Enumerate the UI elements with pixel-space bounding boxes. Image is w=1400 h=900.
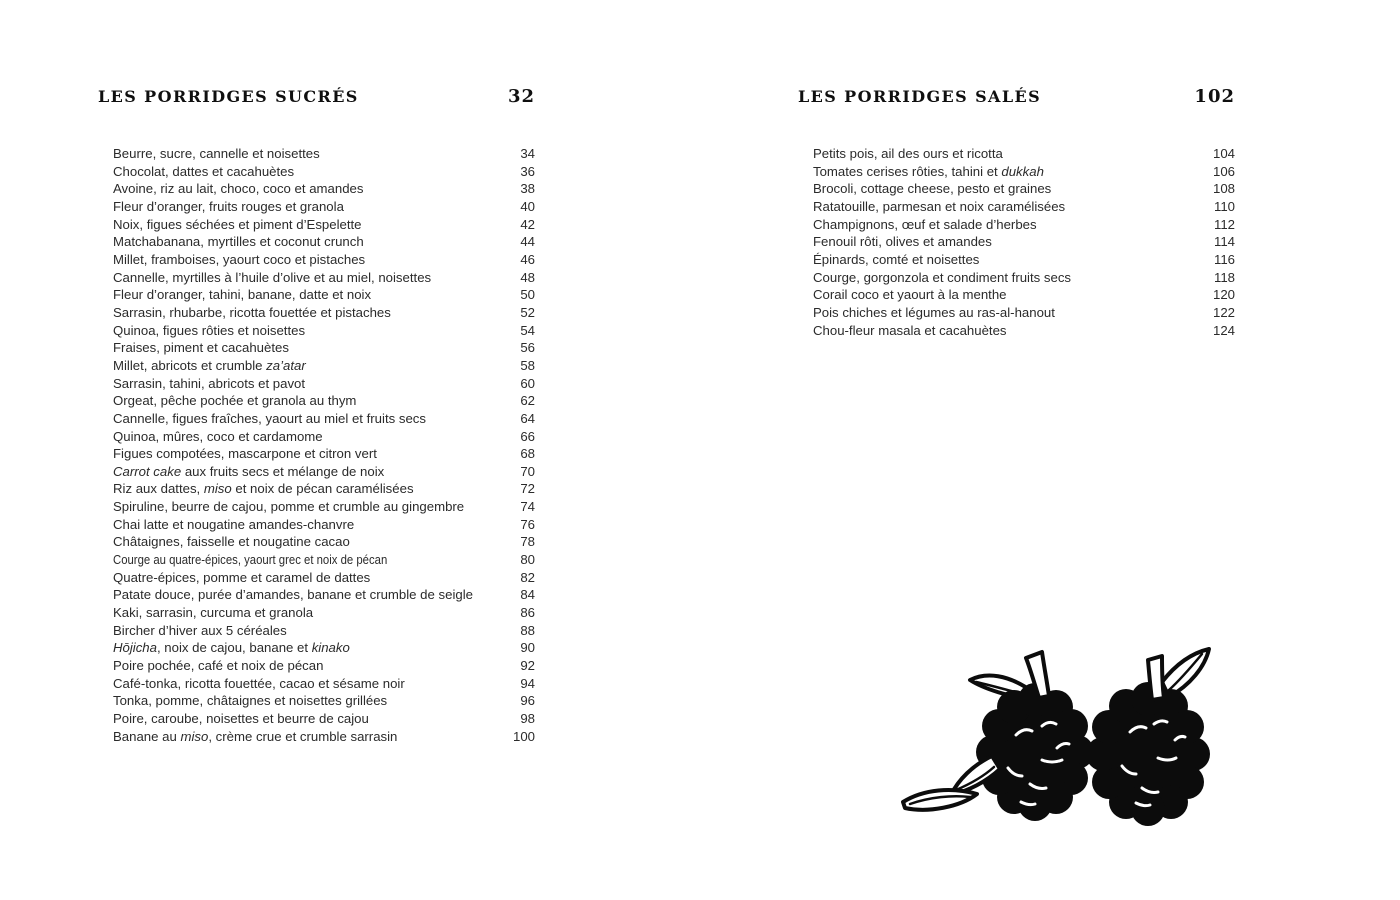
- recipe-page-number: 64: [520, 410, 535, 426]
- toc-entry: [113, 586, 535, 604]
- section-page-number: 102: [1194, 86, 1235, 107]
- recipe-title: Millet, abricots et crumble za’atar: [113, 357, 306, 373]
- recipe-title: Chocolat, dattes et cacahuètes: [113, 163, 295, 179]
- recipe-page-number: 110: [1213, 198, 1235, 214]
- recipe-title: Beurre, sucre, cannelle et noisettes: [113, 146, 320, 161]
- recipe-page-number: 96: [520, 693, 535, 709]
- toc-entry: [113, 392, 535, 410]
- recipe-page-number: 124: [1212, 322, 1235, 338]
- recipe-title: Fleur d’oranger, tahini, banane, datte et noix: [113, 287, 372, 303]
- recipe-title: Quinoa, figues rôties et noisettes: [113, 322, 306, 338]
- recipe-page-number: 106: [1212, 163, 1235, 179]
- toc-entry: [813, 269, 1235, 287]
- recipe-page-number: 72: [520, 481, 535, 497]
- section-header: [98, 86, 535, 107]
- recipe-title: Tomates cerises rôties, tahini et dukkah: [813, 163, 1044, 179]
- recipe-page-number: 40: [520, 198, 535, 214]
- toc-entry: [113, 498, 535, 516]
- section-title: LES PORRIDGES SALÉS: [798, 87, 1042, 106]
- recipe-page-number: 74: [520, 499, 535, 515]
- section-page-number: 32: [507, 86, 535, 107]
- toc-entry: [113, 480, 535, 498]
- toc-entry: [813, 180, 1235, 198]
- recipe-title: Noix, figues séchées et piment d’Espelette: [113, 216, 362, 232]
- recipe-title: Fenouil rôti, olives et amandes: [813, 234, 992, 250]
- recipe-title: Chai latte et nougatine amandes-chanvre: [113, 516, 355, 532]
- blackberries-illustration: [890, 640, 1220, 830]
- recipe-page-number: 86: [520, 605, 535, 621]
- recipe-page-number: 78: [520, 534, 535, 550]
- recipe-title: Quatre-épices, pomme et caramel de dattes: [113, 569, 371, 585]
- toc-entry: [113, 198, 535, 216]
- recipe-page-number: 70: [520, 463, 535, 479]
- toc-entry: [113, 410, 535, 428]
- toc-entry: [813, 163, 1235, 181]
- recipe-title: Châtaignes, faisselle et nougatine cacao: [113, 534, 350, 550]
- recipe-page-number: 68: [520, 446, 535, 462]
- toc-entry: [113, 675, 535, 693]
- toc-entry: [113, 375, 535, 393]
- toc-entry: [113, 533, 535, 551]
- section-header: [798, 86, 1235, 107]
- section-title: LES PORRIDGES SUCRÉS: [98, 87, 359, 106]
- toc-list: [113, 145, 535, 745]
- recipe-page-number: 48: [520, 269, 535, 285]
- toc-entry: [113, 710, 535, 728]
- recipe-title: Kaki, sarrasin, curcuma et granola: [113, 605, 314, 621]
- recipe-title: Carrot cake aux fruits secs et mélange de noix: [113, 463, 385, 479]
- toc-entry: [813, 198, 1235, 216]
- recipe-page-number: 38: [520, 181, 535, 197]
- recipe-page-number: 42: [520, 216, 535, 232]
- recipe-title: Bircher d’hiver aux 5 céréales: [113, 622, 287, 638]
- recipe-title: Sarrasin, rhubarbe, ricotta fouettée et pistaches: [113, 304, 391, 320]
- toc-entry: [113, 322, 535, 340]
- toc-entry: [813, 304, 1235, 322]
- recipe-title: Millet, framboises, yaourt coco et pistaches: [113, 251, 366, 267]
- recipe-page-number: 90: [520, 640, 535, 656]
- toc-entry: [113, 163, 535, 181]
- recipe-page-number: 82: [520, 569, 535, 585]
- recipe-page-number: 44: [520, 234, 535, 250]
- recipe-page-number: 116: [1213, 251, 1235, 267]
- recipe-page-number: 76: [520, 516, 535, 532]
- recipe-title: Brocoli, cottage cheese, pesto et graines: [813, 181, 1052, 197]
- recipe-title: Tonka, pomme, châtaignes et noisettes grillées: [113, 693, 388, 709]
- recipe-page-number: 100: [512, 728, 535, 744]
- recipe-title: Épinards, comté et noisettes: [813, 251, 980, 267]
- toc-entry: [113, 304, 535, 322]
- toc-entry: [113, 639, 535, 657]
- recipe-page-number: 114: [1213, 234, 1235, 250]
- toc-entry: [113, 251, 535, 269]
- toc-entry: [113, 145, 535, 163]
- recipe-title: Avoine, riz au lait, choco, coco et amandes: [113, 181, 364, 197]
- recipe-title: Sarrasin, tahini, abricots et pavot: [113, 375, 306, 391]
- toc-entry: [813, 286, 1235, 304]
- toc-entry: [113, 233, 535, 251]
- toc-list: [813, 145, 1235, 339]
- toc-entry: [813, 216, 1235, 234]
- recipe-page-number: 84: [520, 587, 535, 603]
- recipe-page-number: 122: [1212, 304, 1235, 320]
- recipe-page-number: 54: [520, 322, 535, 338]
- toc-entry: [113, 428, 535, 446]
- toc-entry: [813, 322, 1235, 340]
- recipe-page-number: 56: [520, 340, 535, 356]
- recipe-page-number: 50: [520, 287, 535, 303]
- recipe-title: Spiruline, beurre de cajou, pomme et crumble au gingembre: [113, 499, 465, 515]
- recipe-page-number: 92: [520, 658, 535, 674]
- toc-entry: [113, 692, 535, 710]
- toc-column-savory: [798, 86, 1235, 339]
- toc-entry: [113, 357, 535, 375]
- toc-entry: [113, 516, 535, 534]
- recipe-title: Poire, caroube, noisettes et beurre de cajou: [113, 711, 369, 726]
- recipe-title: Courge, gorgonzola et condiment fruits secs: [813, 269, 1072, 285]
- recipe-title: Quinoa, mûres, coco et cardamome: [113, 428, 323, 444]
- toc-entry: [113, 569, 535, 587]
- recipe-title: Poire pochée, café et noix de pécan: [113, 658, 324, 674]
- recipe-title: Chou-fleur masala et cacahuètes: [813, 322, 1007, 338]
- toc-entry: [113, 339, 535, 357]
- recipe-page-number: 80: [520, 552, 535, 568]
- recipe-title: Fleur d’oranger, fruits rouges et granola: [113, 198, 344, 214]
- recipe-page-number: 66: [520, 428, 535, 444]
- toc-entry: [113, 180, 535, 198]
- recipe-page-number: 36: [520, 163, 535, 179]
- recipe-page-number: 60: [520, 375, 535, 391]
- recipe-page-number: 118: [1213, 269, 1235, 285]
- recipe-title: Banane au miso, crème crue et crumble sarrasin: [113, 728, 398, 744]
- recipe-page-number: 58: [520, 357, 535, 373]
- recipe-title: Orgeat, pêche pochée et granola au thym: [113, 393, 357, 409]
- toc-entry: [813, 145, 1235, 163]
- recipe-title: Petits pois, ail des ours et ricotta: [813, 146, 1003, 161]
- toc-entry: [113, 269, 535, 287]
- recipe-title: Café-tonka, ricotta fouettée, cacao et sésame noir: [113, 675, 405, 691]
- recipe-page-number: 108: [1212, 181, 1235, 197]
- recipe-title: Matchabanana, myrtilles et coconut crunch: [113, 234, 364, 250]
- recipe-title: Corail coco et yaourt à la menthe: [813, 287, 1007, 303]
- toc-entry: [113, 286, 535, 304]
- recipe-title: Patate douce, purée d’amandes, banane et crumble de seigle: [113, 587, 473, 603]
- toc-entry: [113, 728, 535, 746]
- toc-entry: [813, 233, 1235, 251]
- toc-entry: [113, 445, 535, 463]
- toc-entry: [113, 657, 535, 675]
- recipe-title: Courge au quatre-épices, yaourt grec et noix de pécan: [113, 552, 388, 568]
- recipe-page-number: 88: [520, 622, 535, 638]
- toc-entry: [113, 551, 535, 569]
- recipe-page-number: 52: [520, 304, 535, 320]
- recipe-title: Fraises, piment et cacahuètes: [113, 340, 289, 356]
- recipe-title: Cannelle, myrtilles à l’huile d’olive et au miel, noisettes: [113, 269, 432, 285]
- toc-entry: [113, 463, 535, 481]
- recipe-title: Cannelle, figues fraîches, yaourt au miel et fruits secs: [113, 410, 426, 426]
- toc-entry: [113, 216, 535, 234]
- toc-entry: [813, 251, 1235, 269]
- toc-entry: [113, 622, 535, 640]
- toc-column-sweet: [98, 86, 535, 745]
- toc-entry: [113, 604, 535, 622]
- recipe-title: Figues compotées, mascarpone et citron vert: [113, 446, 377, 462]
- recipe-page-number: 94: [520, 675, 535, 691]
- recipe-title: Hōjicha, noix de cajou, banane et kinako: [113, 640, 350, 656]
- recipe-title: Riz aux dattes, miso et noix de pécan caramélisées: [113, 481, 414, 497]
- recipe-title: Pois chiches et légumes au ras-al-hanout: [813, 304, 1055, 320]
- recipe-page-number: 34: [520, 146, 535, 161]
- recipe-page-number: 98: [520, 711, 535, 726]
- recipe-title: Champignons, œuf et salade d’herbes: [813, 216, 1037, 232]
- recipe-page-number: 104: [1212, 146, 1235, 161]
- recipe-page-number: 46: [520, 251, 535, 267]
- recipe-page-number: 120: [1212, 287, 1235, 303]
- recipe-page-number: 62: [520, 393, 535, 409]
- recipe-title: Ratatouille, parmesan et noix caramélisées: [813, 198, 1066, 214]
- recipe-page-number: 112: [1213, 216, 1235, 232]
